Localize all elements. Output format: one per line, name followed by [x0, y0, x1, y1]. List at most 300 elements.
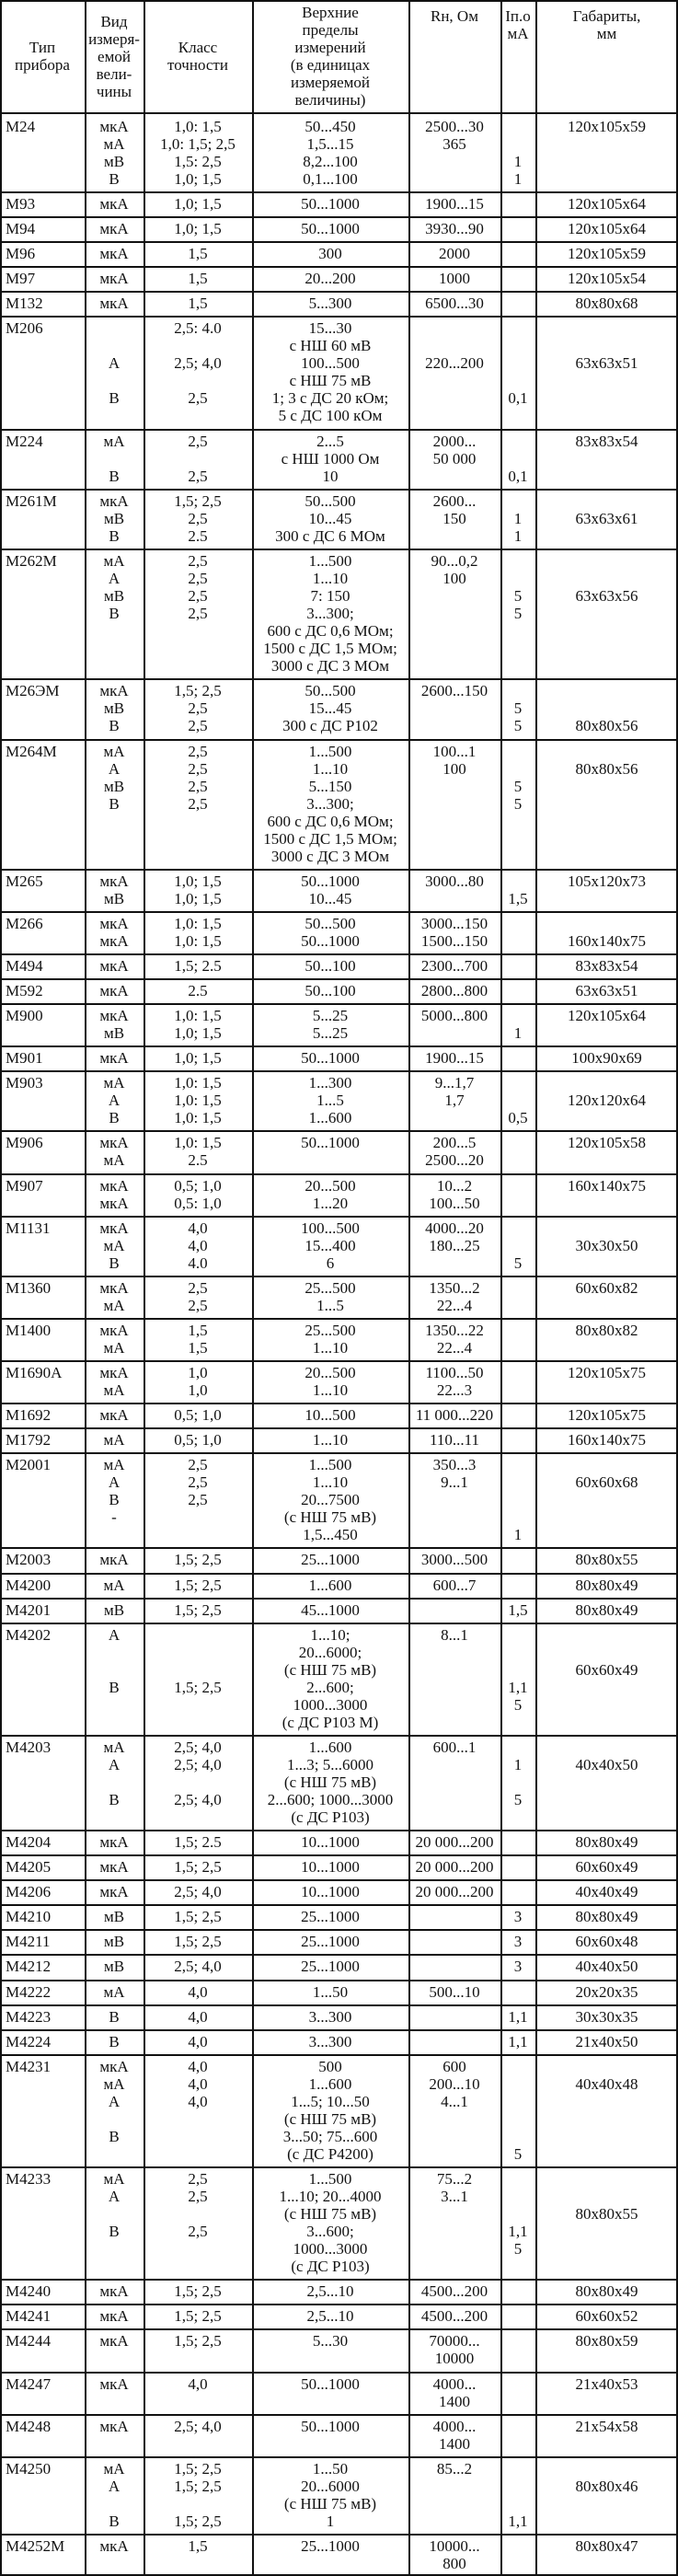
cell-class: 0,5; 1,0: [174, 1431, 222, 1450]
row-divider: [0, 1452, 678, 1454]
cell-i: 1,1: [508, 2032, 528, 2050]
cell-kind: мкА мкА: [99, 1176, 129, 1212]
cell-dims: 40x40x50: [575, 1958, 638, 1976]
cell-upper: 50...500 10...45 300 с ДС 6 МОм: [275, 491, 385, 545]
cell-kind: мА А В: [103, 1738, 125, 1808]
cell-class: 2,5 2,5 2,5: [188, 1456, 208, 1509]
cell-rh: 5000...800: [420, 1007, 488, 1025]
cell-upper: 25...500 1...5: [305, 1278, 356, 1314]
cell-type: М4224: [6, 2032, 52, 2050]
row-divider: [0, 2279, 678, 2281]
cell-kind: мкА: [99, 1049, 129, 1068]
row-divider: [0, 0, 678, 2]
cell-upper: 100...500 15...400 6: [301, 1219, 360, 1272]
cell-upper: 5...30: [312, 2332, 349, 2351]
cell-type: М592: [6, 982, 43, 1000]
cell-class: 1,0: 1,5 2.5: [174, 1134, 222, 1170]
cell-dims: 80x80x47: [575, 2536, 638, 2555]
cell-class: 2,5; 4,0: [174, 1958, 222, 1976]
cell-type: М1692: [6, 1406, 52, 1425]
row-divider: [0, 1216, 678, 1218]
cell-dims: 40x40x50: [575, 1755, 638, 1773]
cell-upper: 25...1000: [301, 1551, 360, 1569]
cell-dims: 80x80x49: [575, 1833, 638, 1852]
cell-rh: 2000... 50 000: [432, 432, 477, 468]
cell-i: 1 5: [513, 1755, 523, 1808]
cell-upper: 500 1...600 1...5; 10...50 (с НШ 75 мВ) 3...50; 75...600 (с ДС Р4200): [282, 2057, 378, 2163]
cell-type: М901: [6, 1049, 43, 1068]
cell-i: [500, 1858, 535, 1879]
cell-dims: 30x30x35: [575, 2007, 638, 2026]
column-divider: [85, 0, 86, 2576]
cell-rh: 9...1,7 1,7: [434, 1074, 475, 1110]
column-divider: [144, 0, 145, 2576]
row-divider: [0, 1130, 678, 1132]
cell-type: М1400: [6, 1321, 52, 1339]
cell-rh: 500...10: [429, 1982, 480, 2001]
cell-class: 2,5; 4,0: [174, 2417, 222, 2435]
cell-class: 1,5; 2,5: [174, 1858, 222, 1877]
cell-class: 2,5 2,5 2,5 2,5: [188, 742, 208, 813]
row-divider: [0, 2456, 678, 2458]
cell-i: [500, 1279, 535, 1318]
cell-i: [500, 1406, 535, 1427]
row-divider: [0, 1427, 678, 1429]
cell-type: М900: [6, 1007, 43, 1025]
cell-kind: мкА: [99, 1406, 129, 1425]
cell-type: М4202: [6, 1625, 52, 1644]
cell-class: 1,5; 2,5: [174, 1908, 222, 1926]
cell-dims: 120x105x59: [568, 118, 646, 135]
cell-kind: мкА: [99, 245, 129, 263]
cell-upper: 2...5 с НШ 1000 Ом 10: [281, 432, 380, 485]
cell-upper: 1...500 1...10 20...7500 (с НШ 75 мВ) 1,5...450: [283, 1456, 377, 1544]
cell-class: 1,0; 1,5 1,0; 1,5: [174, 872, 222, 907]
cell-i: [500, 1983, 535, 2004]
cell-dims: 21x40x50: [575, 2032, 638, 2050]
cell-i: 1 1: [513, 153, 523, 188]
cell-dims: 21x54x58: [575, 2417, 638, 2435]
cell-type: М4201: [6, 1600, 52, 1619]
header-type: Тип прибора: [15, 39, 70, 74]
cell-dims: 60x60x48: [575, 1933, 638, 1951]
cell-dims: 160x140x75: [568, 1176, 646, 1195]
cell-class: 0,5; 1,0 0,5: 1,0: [174, 1176, 222, 1212]
cell-dims: 80x80x59: [575, 2332, 638, 2351]
cell-class: 1,0; 1,5: [174, 195, 222, 214]
cell-upper: 1...600: [308, 1576, 352, 1594]
cell-rh: 110...11: [430, 1431, 479, 1450]
cell-class: 1,5: [188, 245, 208, 263]
cell-i: 3: [513, 1933, 523, 1951]
cell-kind: мА В: [103, 432, 125, 485]
cell-type: М206: [6, 319, 43, 338]
cell-type: М93: [6, 195, 36, 214]
cell-type: М1360: [6, 1278, 52, 1297]
cell-type: М4204: [6, 1833, 52, 1852]
cell-rh: 2000: [439, 245, 470, 263]
cell-upper: 20...500 1...20: [305, 1176, 356, 1212]
row-divider: [0, 2166, 678, 2168]
cell-rh: 10000... 800: [429, 2536, 480, 2572]
cell-class: 1,0: 1,5 1,0: 1,5; 2,5 1,5: 2,5 1,0; 1,5: [160, 118, 236, 188]
cell-rh: 100...1 100: [432, 742, 477, 778]
header-class: Класс точности: [167, 39, 228, 74]
cell-kind: мкА мА В: [99, 1219, 129, 1272]
row-divider: [0, 2328, 678, 2330]
row-divider: [0, 2534, 678, 2536]
cell-i: 1,1 5: [508, 1678, 528, 1714]
row-divider: [0, 978, 678, 980]
row-divider: [0, 216, 678, 218]
cell-i: [500, 1049, 535, 1070]
cell-type: М266: [6, 914, 43, 932]
cell-upper: 15...30 с НШ 60 мВ 100...500 с НШ 75 мВ 1; 3 с ДС 20 кОм; 5 с ДС 100 кОм: [271, 319, 389, 425]
cell-upper: 3...300: [308, 2007, 352, 2026]
cell-class: 1,5; 2,5 2,5 2.5: [174, 491, 222, 545]
cell-upper: 50...1000: [301, 1049, 360, 1068]
cell-kind: мкА: [99, 270, 129, 288]
cell-kind: В: [109, 2007, 120, 2026]
cell-kind: мкА: [99, 2282, 129, 2301]
cell-kind: мВ: [103, 1933, 125, 1951]
cell-kind: мкА: [99, 295, 129, 313]
row-divider: [0, 869, 678, 871]
cell-i: [500, 2282, 535, 2304]
cell-kind: мВ: [103, 1958, 125, 1976]
cell-dims: 80x80x55: [575, 2205, 638, 2223]
cell-type: М907: [6, 1176, 43, 1195]
cell-rh: 3000...500: [420, 1551, 488, 1569]
cell-upper: 10...1000: [301, 1833, 360, 1852]
row-divider: [0, 291, 678, 293]
cell-kind: мкА: [99, 1551, 129, 1569]
cell-type: М4200: [6, 1576, 52, 1594]
column-divider: [535, 0, 537, 2576]
cell-rh: 6500...30: [425, 295, 484, 313]
cell-rh: 4500...200: [420, 2307, 488, 2326]
cell-kind: мкА: [99, 957, 129, 976]
cell-upper: 50...1000: [301, 220, 360, 238]
cell-rh: 3000...150 1500...150: [420, 914, 488, 950]
cell-kind: мА: [103, 1982, 125, 2001]
cell-type: М2003: [6, 1551, 52, 1569]
cell-dims: 80x80x56: [575, 759, 638, 778]
cell-class: 1,0: 1,5 1,0: 1,5: [174, 914, 222, 950]
cell-dims: 120x105x54: [568, 270, 646, 288]
cell-rh: 8...1: [441, 1625, 468, 1644]
cell-i: [500, 2375, 535, 2414]
cell-kind: мкА: [99, 2374, 129, 2393]
cell-class: 4,0: [188, 1982, 208, 2001]
cell-type: М4223: [6, 2007, 52, 2026]
cell-kind: мкА: [99, 1883, 129, 1901]
cell-type: М4252М: [6, 2536, 65, 2555]
row-divider: [0, 1276, 678, 1277]
cell-rh: 3000...80: [425, 872, 484, 890]
cell-dims: 105x120x73: [568, 872, 646, 890]
row-divider: [0, 1547, 678, 1549]
cell-dims: 21x40x53: [575, 2374, 638, 2393]
cell-kind: мкА: [99, 1858, 129, 1877]
cell-type: М4248: [6, 2417, 52, 2435]
cell-i: 5 5: [513, 699, 523, 735]
cell-dims: 80x80x49: [575, 2282, 638, 2301]
cell-dims: 60x60x68: [575, 1473, 638, 1492]
cell-upper: 1...300 1...5 1...600: [308, 1074, 352, 1127]
cell-dims: 80x80x55: [575, 1551, 638, 1569]
header-upper: Верхние пределы измерений (в единицах измеряемой величины): [290, 4, 371, 109]
cell-type: М903: [6, 1074, 43, 1092]
cell-class: 4,0 4,0 4.0: [188, 1219, 208, 1272]
cell-upper: 25...1000: [301, 2536, 360, 2555]
cell-class: 2,5; 4,0: [174, 1883, 222, 1901]
row-divider: [0, 953, 678, 955]
cell-type: М262М: [6, 552, 57, 571]
cell-type: М224: [6, 432, 43, 450]
cell-class: 1,5; 2,5: [174, 2332, 222, 2351]
cell-class: 4,0: [188, 2007, 208, 2026]
cell-i: 5 5: [513, 777, 523, 813]
cell-dims: 40x40x48: [575, 2074, 638, 2093]
cell-class: 1,5; 2,5: [174, 2282, 222, 2301]
cell-i: [500, 220, 535, 241]
cell-rh: 4000... 1400: [432, 2417, 477, 2453]
cell-class: 1,5; 2,5: [174, 1551, 222, 1569]
row-divider: [0, 241, 678, 243]
cell-upper: 50...500 50...1000: [301, 914, 360, 950]
cell-kind: мкА: [99, 982, 129, 1000]
cell-dims: 80x80x56: [575, 717, 638, 735]
cell-upper: 2,5...10: [306, 2307, 354, 2326]
cell-dims: 63x63x61: [575, 509, 638, 527]
row-divider: [0, 489, 678, 491]
cell-class: 1,5; 2,5 1,5; 2,5 1,5; 2,5: [174, 2459, 222, 2530]
cell-kind: мкА: [99, 2307, 129, 2326]
cell-type: М1690А: [6, 1364, 63, 1382]
cell-upper: 50...100: [305, 982, 356, 1000]
cell-kind: мкА: [99, 220, 129, 238]
row-divider: [0, 266, 678, 268]
cell-class: 1,0: 1,5 1,0: 1,5 1,0: 1,5: [174, 1074, 222, 1127]
row-divider: [0, 316, 678, 318]
cell-dims: 60x60x49: [575, 1858, 638, 1877]
cell-type: М4210: [6, 1908, 52, 1926]
row-divider: [0, 2414, 678, 2416]
cell-rh: [408, 2033, 500, 2054]
cell-type: М261М: [6, 491, 57, 510]
cell-i: 1,5: [508, 889, 528, 907]
cell-rh: 4500...200: [420, 2282, 488, 2301]
cell-type: М494: [6, 957, 43, 976]
cell-dims: 120x105x58: [568, 1134, 646, 1152]
row-divider: [0, 1735, 678, 1737]
cell-dims: 120x105x75: [568, 1364, 646, 1382]
cell-rh: 1900...15: [425, 1049, 484, 1068]
cell-upper: 1...600 1...3; 5...6000 (с НШ 75 мВ) 2...600; 1000...3000 (с ДС Р103): [267, 1738, 394, 1826]
cell-kind: мкА мА мВ В: [99, 118, 129, 188]
cell-kind: мкА мВ В: [99, 682, 129, 735]
cell-upper: 1...500 1...10; 20...4000 (с НШ 75 мВ) 3...600; 1000...3000 (с ДС Р103): [279, 2170, 382, 2275]
cell-rh: 11 000...220: [415, 1406, 494, 1425]
row-divider: [0, 2004, 678, 2006]
cell-i: [500, 1177, 535, 1216]
row-divider: [0, 191, 678, 193]
row-divider: [0, 2029, 678, 2031]
cell-rh: 600 200...10 4...1: [429, 2057, 480, 2110]
row-divider: [0, 1573, 678, 1575]
row-divider: [0, 911, 678, 913]
cell-class: 2,5 2,5 2,5 2,5: [188, 552, 208, 623]
cell-class: 0,5; 1,0: [174, 1406, 222, 1425]
cell-i: 3: [513, 1958, 523, 1976]
cell-type: М4244: [6, 2332, 52, 2351]
cell-rh: [408, 1601, 500, 1623]
cell-upper: 1...500 1...10 5...150 3...300; 600 с ДС 0,6 МОм; 1500 с ДС 1,5 МОм; 3000 с ДС 3 МОм: [263, 742, 397, 865]
cell-class: 1,5 1,5: [188, 1321, 208, 1357]
cell-dims: 63x63x56: [575, 587, 638, 606]
cell-upper: 2,5...10: [306, 2282, 354, 2301]
cell-dims: 80x80x49: [575, 1600, 638, 1619]
row-divider: [0, 429, 678, 431]
cell-class: 4,0: [188, 2374, 208, 2393]
cell-upper: 50...450 1,5...15 8,2...100 0,1...100: [303, 118, 358, 188]
cell-class: 2.5: [188, 982, 208, 1000]
cell-i: 1,5: [508, 1600, 528, 1619]
cell-class: 2,5: 4.0 2,5; 4,0 2,5: [174, 319, 222, 408]
cell-i: 1 1: [513, 509, 523, 545]
cell-type: М4222: [6, 1982, 52, 2001]
column-divider: [500, 0, 502, 2576]
cell-class: 2,5 2,5: [188, 1278, 208, 1314]
cell-dims: 80x80x49: [575, 1908, 638, 1926]
cell-type: М4241: [6, 2307, 52, 2326]
cell-rh: 2600... 150: [432, 491, 477, 527]
row-divider: [0, 1173, 678, 1175]
cell-type: М264М: [6, 742, 57, 760]
cell-i: [500, 1833, 535, 1854]
row-divider: [0, 112, 678, 114]
cell-i: 0,1: [508, 389, 528, 408]
cell-upper: 1...10; 20...6000; (с НШ 75 мВ) 2...600; 1000...3000 (с ДС Р103 М): [282, 1625, 379, 1731]
cell-type: М4247: [6, 2374, 52, 2393]
cell-dims: 63x63x51: [575, 982, 638, 1000]
cell-kind: мкА мВ В: [99, 491, 129, 545]
cell-kind: мкА мВ: [99, 872, 129, 907]
cell-type: М132: [6, 295, 43, 313]
cell-rh: 2500...30 365: [425, 118, 484, 153]
cell-dims: 20x20x35: [575, 1982, 638, 2001]
cell-dims: 120x105x75: [568, 1406, 646, 1425]
cell-class: 1,5; 2.5: [174, 957, 222, 976]
cell-rh: 1100...50 22...3: [425, 1364, 484, 1400]
row-divider: [0, 1003, 678, 1005]
cell-class: 1,0; 1,5: [174, 220, 222, 238]
cell-i: [500, 195, 535, 216]
cell-rh: 200...5 2500...20: [425, 1134, 484, 1170]
cell-class: 1,5; 2,5: [174, 2307, 222, 2326]
row-divider: [0, 1929, 678, 1931]
cell-kind: мкА: [99, 2417, 129, 2435]
cell-upper: 50...1000: [301, 2374, 360, 2393]
column-divider: [252, 0, 254, 2576]
cell-kind: мкА мА А В: [99, 2057, 129, 2145]
row-divider: [0, 1980, 678, 1981]
cell-upper: 10...1000: [301, 1858, 360, 1877]
cell-i: 1,1 5: [508, 2223, 528, 2258]
cell-upper: 1...10: [312, 1431, 349, 1450]
cell-type: М1131: [6, 1219, 51, 1237]
cell-rh: 20 000...200: [415, 1883, 494, 1901]
cell-type: М1792: [6, 1431, 52, 1450]
cell-type: М4203: [6, 1738, 52, 1756]
cell-dims: 120x105x64: [568, 1007, 646, 1025]
cell-i: [500, 2537, 535, 2576]
cell-kind: мкА мА: [99, 1134, 129, 1170]
cell-i: [500, 957, 535, 978]
cell-upper: 20...200: [305, 270, 356, 288]
cell-kind: мкА: [99, 1833, 129, 1852]
cell-rh: [408, 1933, 500, 1954]
cell-kind: мА А В: [103, 2170, 125, 2240]
cell-class: 4,0: [188, 2032, 208, 2050]
row-divider: [0, 1360, 678, 1362]
cell-i: 5: [513, 2144, 523, 2163]
cell-rh: 4000...20 180...25: [425, 1219, 484, 1254]
cell-class: 1,5; 2,5: [174, 1933, 222, 1951]
cell-rh: 20 000...200: [415, 1858, 494, 1877]
cell-kind: мкА: [99, 2332, 129, 2351]
cell-dims: 80x80x49: [575, 1576, 638, 1594]
cell-i: 1: [513, 1526, 523, 1544]
row-divider: [0, 1954, 678, 1956]
cell-rh: 20 000...200: [415, 1833, 494, 1852]
cell-upper: 3...300: [308, 2032, 352, 2050]
row-divider: [0, 549, 678, 550]
cell-class: 1,0; 1,5: [174, 1049, 222, 1068]
cell-i: 1,1: [508, 2007, 528, 2026]
cell-class: 1,0 1,0: [188, 1364, 208, 1400]
cell-class: 1,5; 2,5: [174, 1600, 222, 1619]
cell-i: 5: [513, 1253, 523, 1272]
row-divider: [0, 1904, 678, 1906]
cell-class: 2,5 2,5: [188, 432, 208, 485]
cell-class: 1,5: [188, 2536, 208, 2555]
cell-rh: 1900...15: [425, 195, 484, 214]
row-divider: [0, 1070, 678, 1072]
cell-i: [500, 1577, 535, 1598]
row-divider: [0, 2372, 678, 2374]
cell-rh: 4000... 1400: [432, 2374, 477, 2410]
cell-class: 2,5; 4,0 2,5; 4,0 2,5; 4,0: [174, 1738, 222, 1808]
cell-kind: мкА мА: [99, 1364, 129, 1400]
cell-kind: мА: [103, 1576, 125, 1594]
row-divider: [0, 1403, 678, 1404]
cell-dims: 83x83x54: [575, 957, 638, 976]
cell-i: [500, 1551, 535, 1572]
cell-class: 1,0: 1,5 1,0; 1,5: [174, 1007, 222, 1043]
row-divider: [0, 1623, 678, 1624]
cell-type: М4206: [6, 1883, 52, 1901]
cell-rh: 220...200: [425, 354, 484, 373]
header-dims: Габариты, мм: [572, 7, 641, 42]
cell-i: [500, 2307, 535, 2328]
cell-type: М2001: [6, 1456, 52, 1474]
cell-upper: 25...1000: [301, 1908, 360, 1926]
cell-class: 4,0 4,0 4,0: [188, 2057, 208, 2110]
cell-rh: 350...3 9...1: [432, 1456, 477, 1492]
cell-class: 1,5; 2,5 2,5 2,5: [174, 682, 222, 735]
